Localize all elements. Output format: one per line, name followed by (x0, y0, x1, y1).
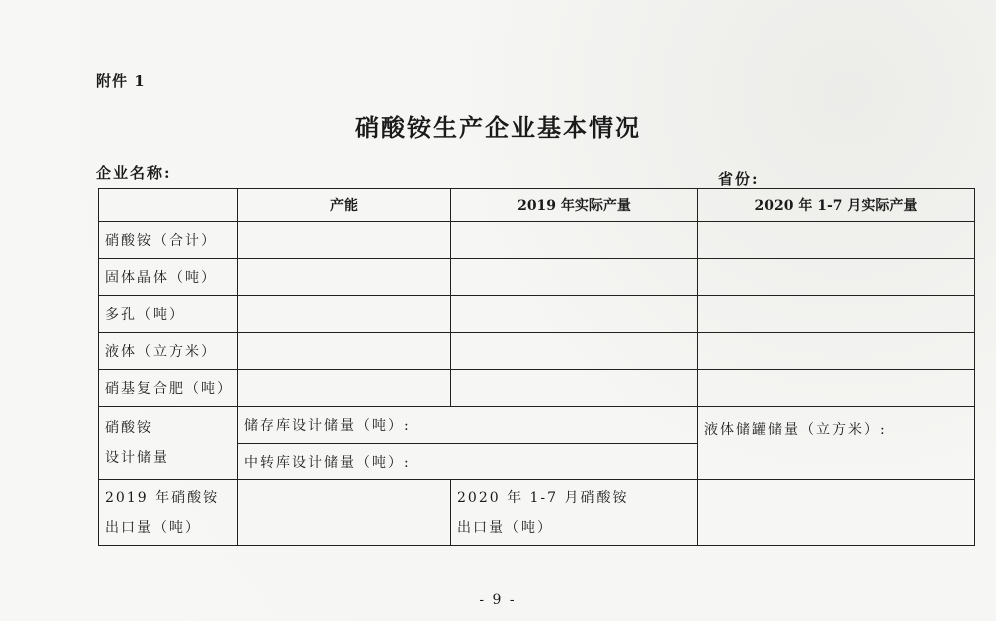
design-storage-row-1 (99, 407, 975, 444)
header-cell-empty (99, 189, 238, 222)
table-cell (451, 296, 698, 333)
export-2020-value (698, 480, 975, 546)
row-label: 固体晶体（吨） (99, 259, 238, 296)
design-storage-label-line1: 硝酸铵 (105, 420, 153, 436)
row-label: 多孔（吨） (99, 296, 238, 333)
company-name-label: 企业名称: (96, 164, 172, 182)
design-storage-label (99, 407, 238, 480)
export-2019-value (238, 480, 451, 546)
page-number: - 9 - (479, 592, 517, 608)
table-cell (238, 296, 451, 333)
table-cell (698, 222, 975, 259)
export-2020-label-line1: 2020 年 1-7 月硝酸铵 (457, 489, 629, 506)
table-row (99, 222, 975, 259)
export-2019-label-line1: 2019 年硝酸铵 (105, 489, 220, 506)
table-row (99, 333, 975, 370)
table-cell (451, 259, 698, 296)
table-cell (451, 333, 698, 370)
table-row (99, 370, 975, 407)
header-cell-2019-output: 2019 年实际产量 (451, 189, 698, 222)
row-label: 液体（立方米） (99, 333, 238, 370)
attachment-label: 附件 1 (96, 72, 146, 90)
enterprise-info-table (98, 188, 975, 546)
header-cell-capacity: 产能 (238, 189, 451, 222)
export-2019-label-line2: 出口量（吨） (105, 519, 201, 536)
table-cell (698, 296, 975, 333)
document-title: 硝酸铵生产企业基本情况 (355, 113, 641, 142)
liquid-tank-capacity-field: 液体储罐储量（立方米）: (698, 407, 975, 480)
storage-design-capacity-field: 储存库设计储量（吨）: (238, 407, 698, 444)
table-cell (238, 333, 451, 370)
table-row (99, 296, 975, 333)
transfer-design-capacity-field: 中转库设计储量（吨）: (238, 444, 698, 480)
table-cell (238, 222, 451, 259)
province-label: 省份: (718, 170, 760, 188)
table-header-row (99, 189, 975, 222)
table-cell (698, 259, 975, 296)
table-cell (698, 333, 975, 370)
row-label: 硝酸铵（合计） (99, 222, 238, 259)
table-cell (451, 370, 698, 407)
header-cell-2020-output: 2020 年 1-7 月实际产量 (698, 189, 975, 222)
table-row (99, 259, 975, 296)
export-2020-label (451, 480, 698, 546)
export-row (99, 480, 975, 546)
table-cell (238, 259, 451, 296)
export-2020-label-line2: 出口量（吨） (457, 519, 553, 536)
export-2019-label (99, 480, 238, 546)
table-cell (451, 222, 698, 259)
table-cell (698, 370, 975, 407)
design-storage-label-line2: 设计储量 (105, 450, 169, 466)
table-cell (238, 370, 451, 407)
row-label: 硝基复合肥（吨） (99, 370, 238, 407)
